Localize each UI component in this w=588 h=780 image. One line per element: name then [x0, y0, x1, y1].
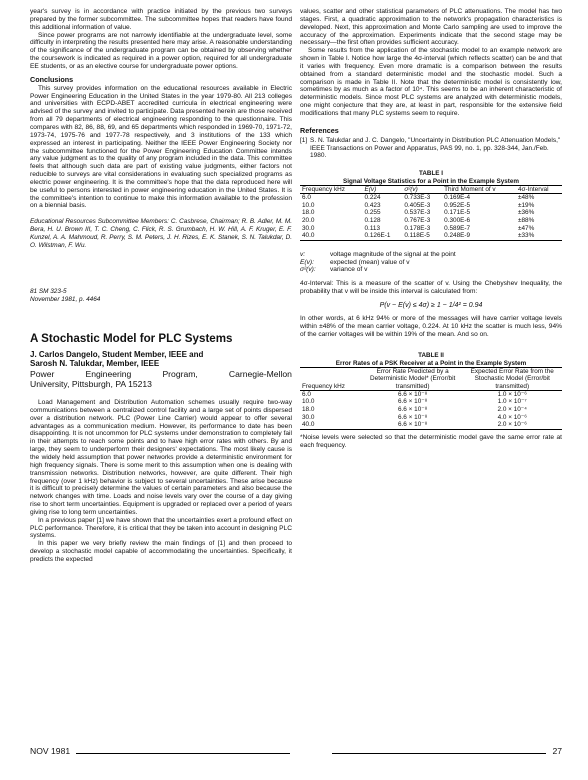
definition-row	[300, 251, 562, 259]
table1-cell: 0.171E-5	[444, 209, 471, 217]
table2-row	[300, 398, 562, 406]
table2-body	[300, 390, 562, 429]
table2-cell: 2.0 × 10⁻⁴	[497, 406, 527, 413]
institution-word: Engineering	[85, 369, 132, 380]
table1-header: E(v)	[363, 186, 403, 194]
paper-date: November 1981, p. 4464	[30, 295, 101, 303]
table1-cell: 0.178E-3	[404, 224, 431, 232]
table1-cell: 6.0	[302, 194, 311, 202]
footer-date: NOV 1981	[30, 746, 71, 756]
interval-paragraph: 4σ-Interval: This is a measure of the scatter of v. Using the Chebyshev Inequality, the probability that v will be inside this interval is calculated from:	[300, 280, 562, 296]
paper-number: 81 SM 323-5	[30, 287, 67, 295]
table1-cell: 0.224	[364, 194, 381, 202]
table2-row	[300, 390, 562, 398]
table2-cell: 2.0 × 10⁻⁶	[462, 421, 562, 429]
table2-cell: 18.0	[302, 406, 315, 413]
definitions-list	[300, 251, 562, 274]
table1-row	[300, 217, 562, 225]
table1-header: Third Moment of v	[442, 186, 516, 194]
table2-row	[300, 406, 562, 414]
table1-header: σ²(v)	[402, 186, 442, 194]
table1-cell: 40.0	[300, 232, 363, 240]
definition-symbol: σ²(v):	[300, 266, 316, 274]
table1-row	[300, 225, 562, 233]
subcommittee-members: Educational Resources Subcommittee Members: C. Casbrese, Chairman; R. B. Adler, M. M. Bera, H. U. Brown III, T. C. Cheng, C. Flick, R. S. Grumbach, H. W. Hill, A. F. Kruger, E. F. Kunzel, A. A. Mahmoud, R. Perry, S. M. Peters, J. H. Rizes, E. K. Stanek, S. N. Talukdar, D. O. Wilstman, F. Wu.	[30, 218, 292, 249]
author-line: J. Carlos Dangelo, Student Member, IEEE and	[30, 349, 204, 359]
table1-cell: 0.589E-7	[444, 224, 471, 232]
table2-cell: 6.6 × 10⁻⁸	[397, 398, 428, 406]
institution-location: University, Pittsburgh, PA 15213	[30, 379, 152, 390]
footer-rule	[332, 753, 546, 754]
author-line: Sarosh N. Talukdar, Member, IEEE	[30, 359, 160, 369]
body-paragraph: Load Management and Distribution Automation schemes usually require two-way communications between a centralized control facility and a large set of points dispersed over a distribution network. PLC (Power Line Carrier) would appear to offer several advantages as a communication medium. However, its performance to date has been disappointing. It is not uncommon for PLC systems under demonstration to completely fail in their attempts to reach some points and to have high error rates with others. By and large, they seem to underperform their designers' expectations. The most likely cause is the widely held assumption that power networks provide a deterministic environment for high frequency signals. There is some merit to this assumption when one is dealing with transmission networks. Distribution networks, however, are quite different. Their high frequency (over 1 kHz) behavior is subject to several uncertainties. These arise because it is difficult to precisely determine the values of certain parameters and also because the network changes with time. Loads and noise levels vary over the course of a day giving rise to short term uncertainties. Equipment is upgraded or replaced over a period of years giving rise to long term uncertainties.	[30, 399, 292, 516]
body-paragraph: Some results from the application of the stochastic model to an example network are shown in Table I. Notice how large the 4σ-interval (which reflects scatter) can be and that it varies with frequency. Even more dramatic is a comparison between the results obtained from a standard deterministic model and the stochastic model. Such a comparison is made in Table II. Note that the deterministic model is consistently low, sometimes by as much as a factor of 10⁴. This seems to be an inherent characteristic of deterministic models. Since most PLC systems are analyzed with deterministic models, one might conjecture that they are, at least in part, responsible for the extensive field modifications that many PLC systems seem to require.	[300, 47, 562, 117]
table1-cell: 10.0	[302, 201, 315, 209]
table1-cell: 0.126E-1	[363, 232, 403, 240]
table1-cell: ±47%	[517, 224, 535, 232]
institution	[30, 369, 292, 389]
definition-text: variance of v	[330, 266, 368, 274]
table1-cell: 0.952E-5	[444, 201, 471, 209]
institution-word: Power	[30, 369, 55, 380]
table1-cell: 0.733E-3	[404, 194, 431, 202]
table1-number: TABLE I	[418, 170, 444, 178]
table2-cell: 6.0	[302, 390, 311, 398]
table2-cell: 6.6 × 10⁻⁸	[363, 421, 463, 429]
body-paragraph: In this paper we very briefly review the main findings of [1] and then proceed to develop a stochastic model capable of accommodating the uncertainties. Specifically, it predicts the expected	[30, 540, 292, 563]
table1-cell: 0.423	[364, 201, 381, 209]
body-paragraph: values, scatter and other statistical parameters of PLC attenuations. The model has two stages. First, a quadratic approximation to the network's propagation characteristics is developed. Next, this approximation and Monte Carlo sampling are used to improve the accuracy of the approximation. Experiments indicate that the second stage may be necessary—the first often provides sufficient accuracy.	[300, 8, 562, 47]
references-heading: References	[300, 125, 339, 135]
table1-row	[300, 202, 562, 210]
table2	[300, 367, 562, 430]
table1-cell: 18.0	[302, 209, 315, 217]
intro-paragraph: year's survey is in accordance with practice initiated by the previous two surveys prepared by the former subcommittee. The subcommittee hopes that readers have found this additional information of value.	[30, 8, 292, 31]
table2-footnote: *Noise levels were selected so that the deterministic model gave the same error rate at each frequency.	[300, 433, 562, 449]
table1-cell: 20.0	[302, 217, 315, 224]
table1-cell: 0.169E-4	[444, 194, 471, 202]
table1-cell: 0.248E-9	[442, 232, 516, 240]
definition-row	[300, 259, 562, 267]
table1-cell: 0.405E-3	[404, 201, 431, 209]
definition-text: expected (mean) value of v	[330, 258, 410, 266]
table1-row	[300, 232, 562, 240]
table1-header: 4σ-Interval	[516, 186, 562, 194]
table2-cell: 4.0 × 10⁻⁶	[497, 413, 527, 421]
table2-cell: 6.6 × 10⁻⁸	[397, 413, 428, 421]
table1-row	[300, 194, 562, 202]
table1-header: Frequency kHz	[300, 186, 363, 194]
definition-symbol: v:	[300, 250, 306, 258]
table2-cell: 6.6 × 10⁻⁸	[397, 406, 428, 413]
table2-cell: 10.0	[302, 398, 315, 406]
table2-number: TABLE II	[418, 352, 444, 360]
intro-paragraph: Since power programs are not narrowly identifiable at the undergraduate level, some difficulty in interpreting the results presented here may arise. A reasonable understanding of the significance of the undergraduate program can be obtained by observing whether the coursework is indicated as required in a power option, required for all undergraduate EE students, or as an elective course for undergraduate power options.	[30, 31, 292, 70]
footer-rule	[76, 753, 290, 754]
table1-cell: 0.255	[364, 209, 381, 217]
definition-text: voltage magnitude of the signal at the point	[330, 250, 456, 258]
table1-row	[300, 209, 562, 217]
conclusions-paragraph: This survey provides information on the educational resources available in Electric Power Engineering Education in the United States in the year 1979-80. All 213 colleges and universities with ECPD-ABET accredited curricula in electrical engineering were advised of the survey and invited to participate. Data presented herein are those received from all 79 departments of electrical engineering responding to the questionnaire. This compares with 82, 86, 88, 69, and 65 departments which responded in 1969-70, 1971-72, 1973-74, 1975-76 and 1977-78 respectively, and 3 institutions of the 133 which expressed an interest in participating. Neither the IEEE Power Engineering Society nor the subcommittee functioned for the Power Engineering Education Committee intends any value judgment as to the quality of any program included in the data. This committee feels that although such data are part of existing value judgments, either factors not reducible to surveys are vital considerations in evaluating such specialized programs as electric power engineering. It is the committee's hope that the data reproduced here will be useful to persons interested in power engineering education in the United States. It is the committee's intention to continue to make this information available to the profession on a biennial basis.	[30, 84, 292, 210]
table1-cell: 0.118E-5	[402, 232, 442, 240]
page-footer	[30, 746, 562, 756]
author-list	[30, 350, 292, 369]
table2-cell: 6.6 × 10⁻⁸	[397, 390, 428, 398]
body-paragraph: In a previous paper [1] we have shown that the uncertainties exert a profound effect on PLC performance. Therefore, it is critical that they be taken into account in designing PLC systems.	[30, 516, 292, 540]
page-number: 27	[552, 746, 563, 756]
table2-row	[300, 421, 562, 429]
table2-cell: 30.0	[302, 413, 315, 421]
table2-header: Expected Error Rate from the Stochastic Model (Error/bit transmitted)	[462, 368, 562, 391]
reference-text: S. N. Talukdar and J. C. Dangelo, "Uncertainty in Distribution PLC Attenuation Models," IEEE Transactions on Power and Apparatus, PAS 99, no. 1, pp. 328-344, Jan./Feb. 1980.	[310, 136, 561, 160]
table1	[300, 185, 562, 241]
table1-cell: ±33%	[516, 232, 562, 240]
institution-word: Carnegie-Mellon	[228, 369, 292, 380]
table2-header: Error Rate Predicted by a Deterministic Model* (Error/bit transmitted)	[363, 368, 463, 391]
article-title: A Stochastic Model for PLC Systems	[30, 331, 233, 345]
reference-item	[300, 137, 562, 160]
table2-cell: 1.0 × 10⁻⁶	[497, 390, 527, 398]
table1-cell: 0.300E-6	[444, 217, 471, 224]
table1-cell: ±36%	[517, 209, 535, 217]
institution-word: Program,	[162, 369, 198, 380]
table1-cell: 0.537E-3	[404, 209, 431, 217]
table1-cell: 0.113	[364, 224, 381, 232]
table1-cell: ±19%	[517, 201, 535, 209]
table1-cell: ±88%	[517, 217, 535, 224]
right-column	[300, 8, 562, 449]
definition-symbol: E(v):	[300, 258, 314, 266]
table1-cell: 30.0	[302, 224, 315, 232]
publication-id	[30, 288, 292, 304]
conclusions-heading: Conclusions	[30, 74, 74, 84]
table2-title: Error Rates of a PSK Receiver at a Point in the Example System	[335, 359, 527, 367]
table2-cell: 40.0	[300, 421, 363, 429]
table1-cell: 0.767E-3	[404, 217, 431, 224]
left-column	[30, 8, 292, 564]
table2-header: Frequency kHz	[300, 368, 363, 391]
chebyshev-equation: P(v − E(v) ≤ 4σ) ≥ 1 − 1/4² = 0.94	[379, 301, 483, 309]
definition-row	[300, 266, 562, 274]
table2-cell: 1.0 × 10⁻⁷	[497, 398, 527, 406]
table1-cell: ±48%	[517, 194, 535, 202]
table2-row	[300, 414, 562, 422]
table1-cell: 0.128	[364, 217, 381, 224]
reference-number: [1]	[300, 136, 308, 144]
table1-body	[300, 194, 562, 241]
table1-title: Signal Voltage Statistics for a Point in the Example System	[343, 177, 519, 185]
example-paragraph: In other words, at 6 kHz 94% or more of the messages will have carrier voltage levels within ±48% of the mean carrier voltage, 0.224. At 10 kHz the scatter is much less, 94% of the carrier voltages will be within 19% of the mean. And so on.	[300, 314, 562, 338]
